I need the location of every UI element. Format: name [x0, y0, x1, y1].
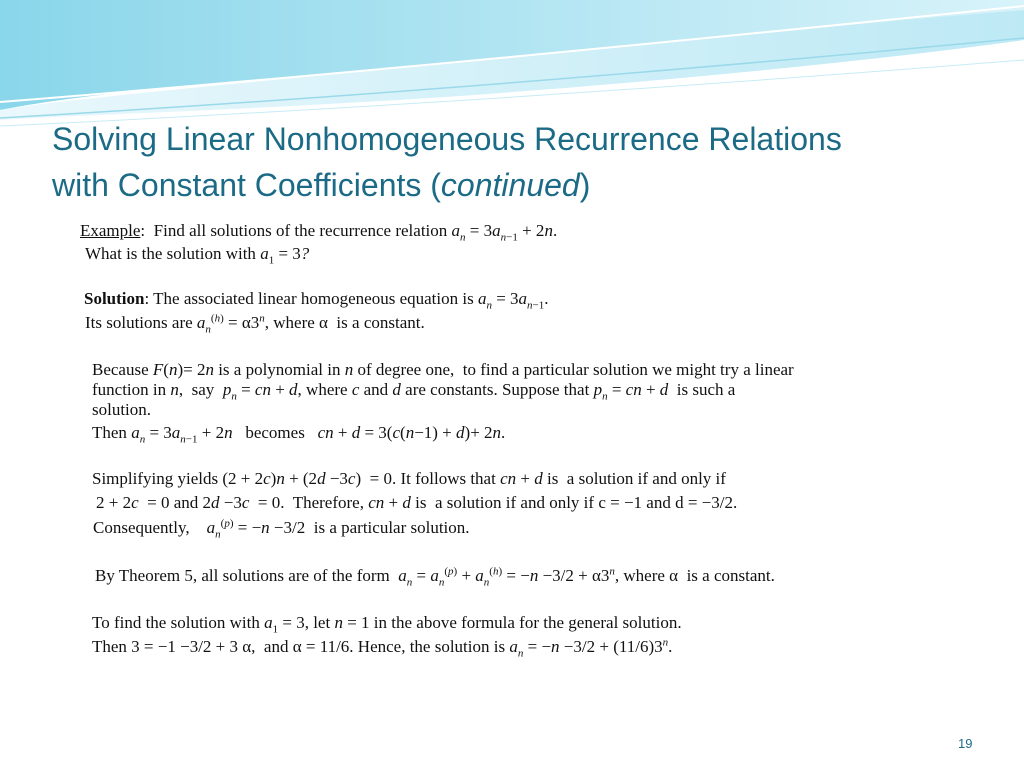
find-solution-line: To find the solution with $a_1 = 3$, let n = 1 in the above formula for the general solution. — [92, 613, 682, 636]
final-line: Then 3 = −1 −3/2 + 3 α, and α = 11/6. Hence, the solution is $a_n = -n -3/2 + (11/6)3^n$. — [92, 636, 673, 660]
title-line2: with Constant Coefficients ( — [52, 167, 441, 203]
title-italic: continued — [440, 167, 580, 203]
simplifying-line: Simplifying yields (2 + 2c)n + (2d −3c) = 0. It follows that cn + d is a solution if and only if — [92, 469, 726, 488]
example-line: Example: Find all solutions of the recurrence relation $a_n = 3a_{n-1} + 2n$. — [80, 221, 558, 244]
example-question: What is the solution with $a_1 = 3$? — [85, 244, 310, 267]
solution-label: Solution — [84, 289, 145, 308]
title-line1: Solving Linear Nonhomogeneous Recurrence Relations — [52, 121, 842, 157]
solution-line: Solution: The associated linear homogeneous equation is $a_n = 3a_{n-1}$. — [84, 289, 549, 312]
title-close: ) — [579, 167, 591, 203]
page-number: 19 — [958, 736, 973, 751]
because-line2: function in n, say $p_n$ = cn + d, where c and d are constants. Suppose that $p_n$ = cn + d is such a — [92, 380, 736, 403]
theorem-line: By Theorem 5, all solutions are of the form $a_n = a_n^{(p)} + a_n^{(h)} = -n -3/2 + \alpha 3^n$, where α is a constant. — [95, 565, 775, 589]
consequently-word: Consequently, — [93, 518, 190, 537]
conditions-line: 2 + 2c = 0 and 2d −3c = 0. Therefore, cn + d is a solution if and only if c = −1 and d = −3/2. — [96, 493, 738, 512]
then-line: Then $a_n = 3a_{n-1} + 2n$ becomes cn + d = 3(c(n−1) + d)+ 2n. — [92, 423, 506, 446]
because-line3: solution. — [92, 400, 152, 419]
because-line1: Because F(n)= 2n is a polynomial in n of degree one, to find a particular solution we might try a linear — [92, 360, 794, 379]
homogeneous-solution: Its solutions are $a_n^{(h)} = \alpha 3^n$, where α is a constant. — [85, 312, 425, 336]
slide-title — [52, 116, 992, 208]
example-label: Example — [80, 221, 141, 240]
consequently-line: Consequently, $a_n^{(p)} = -n -3/2$ is a particular solution. — [93, 517, 470, 541]
